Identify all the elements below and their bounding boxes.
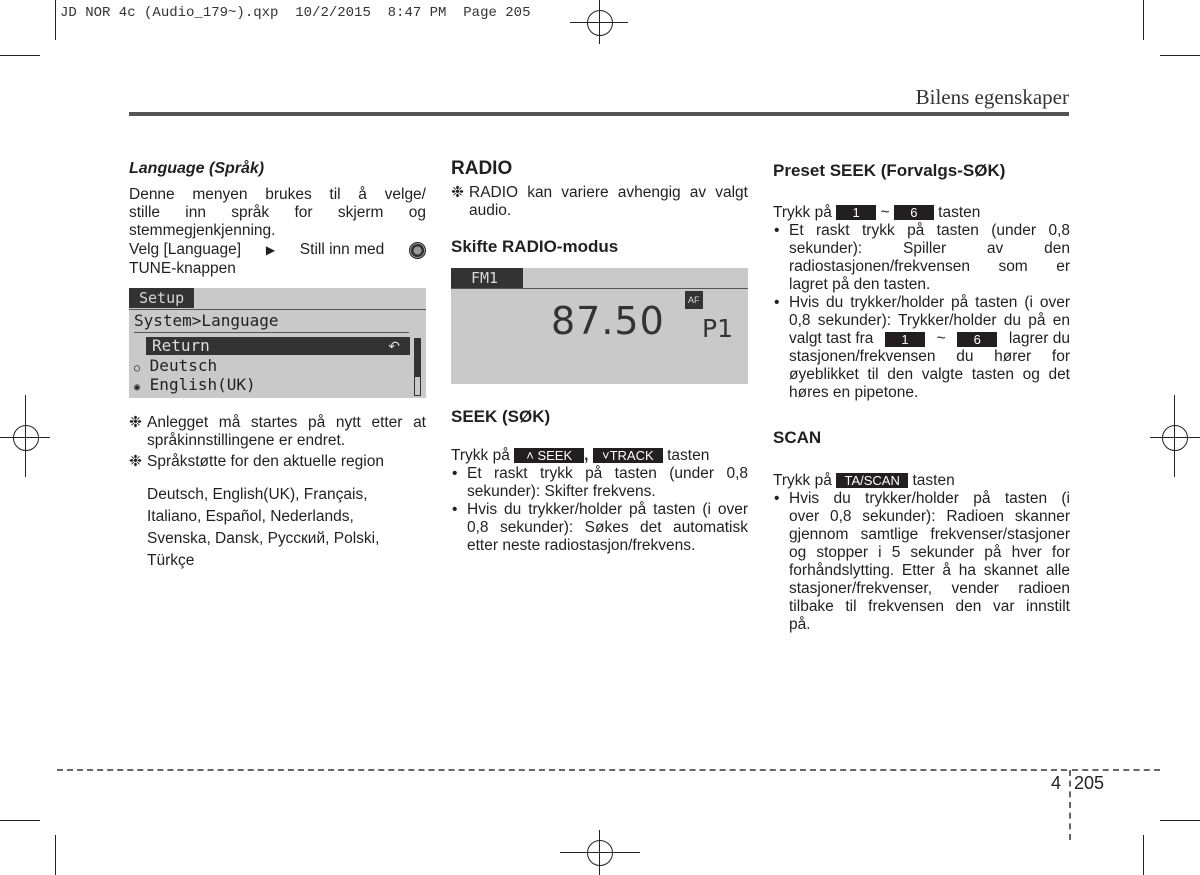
tune-knob-icon bbox=[409, 242, 426, 259]
running-head: Bilens egenskaper bbox=[915, 85, 1069, 109]
text-fragment: tasten bbox=[938, 204, 981, 221]
frequency-display: 87.50 bbox=[551, 299, 665, 343]
return-icon: ↶ bbox=[388, 338, 400, 354]
column-radio bbox=[451, 160, 748, 555]
text-line: Deutsch, English(UK), Français, bbox=[147, 486, 368, 503]
language-list bbox=[129, 484, 426, 572]
bullet-item: • Et raskt trykk på tasten (under 0,8 sekunder): Spiller av den radiostasjonen/frekvensen som er lagret på den tasten. bbox=[774, 222, 1070, 293]
note bbox=[451, 184, 748, 220]
text-fragment: tasten bbox=[912, 472, 955, 489]
footer-rule-right bbox=[1072, 769, 1160, 771]
instruction-line bbox=[129, 240, 426, 260]
arrow-right-icon: ▶ bbox=[265, 243, 276, 257]
seek-key bbox=[514, 448, 584, 463]
text-line: stille inn språk for skjerm og bbox=[129, 204, 426, 221]
text-line: høres en pipetone. bbox=[789, 384, 919, 401]
text-line: stemmegjenkjenning. bbox=[129, 222, 276, 239]
page-number: 205 bbox=[1074, 773, 1105, 793]
menu-item-return bbox=[146, 337, 410, 355]
text-line: og stopper i 5 sekunder på hver for bbox=[789, 544, 1070, 561]
footer-rule-left bbox=[57, 769, 1067, 771]
menu-item-label: English(UK) bbox=[149, 375, 256, 394]
key-label: TRACK bbox=[609, 448, 654, 464]
screen-path: System>Language bbox=[134, 311, 279, 330]
text-line: 0,8 sekunder): Trykker/holder du på en bbox=[789, 312, 1070, 329]
scrollbar bbox=[414, 338, 421, 396]
text-line: 0,8 sekunder): Søkes det automatisk bbox=[467, 519, 748, 536]
text-line: Italiano, Español, Nederlands, bbox=[147, 508, 354, 525]
text-fragment: ~ bbox=[936, 330, 946, 347]
text-line: Språkstøtte for den aktuelle region bbox=[147, 453, 384, 470]
radio-selected-icon: ◉ bbox=[134, 382, 141, 393]
text-fragment: Still inn med bbox=[299, 241, 385, 258]
menu-item-label: Deutsch bbox=[149, 356, 218, 375]
chevron-up-icon: ˄ bbox=[526, 448, 534, 464]
instruction-line: Trykk på ˄ SEEK , ˅TRACK tasten bbox=[451, 447, 710, 464]
preset-key-1: 1 bbox=[885, 332, 925, 347]
instruction-line bbox=[773, 204, 1070, 222]
crop-mark bbox=[1160, 55, 1200, 56]
crop-mark bbox=[1143, 835, 1144, 875]
band-tab: FM1 bbox=[451, 268, 523, 288]
instruction-line bbox=[773, 472, 1070, 490]
text-line: lagret på den tasten. bbox=[789, 276, 931, 293]
subheading: SEEK (SØK) bbox=[451, 407, 551, 426]
key-label: SEEK bbox=[537, 448, 573, 464]
bullet-item: • Hvis du trykker/holder på tasten (i over 0,8 sekunder): Søkes det automatisk etter neste radiostasjon/frekvens. bbox=[452, 501, 748, 554]
preset-display: P1 bbox=[702, 314, 733, 343]
note bbox=[129, 453, 426, 471]
text-line: audio. bbox=[469, 202, 512, 219]
text-fragment: Trykk på bbox=[773, 204, 832, 221]
preset-key-1: 1 bbox=[836, 205, 876, 220]
crop-mark bbox=[1160, 820, 1200, 821]
text-line: Hvis du trykker/holder på tasten (i bbox=[789, 490, 1070, 507]
column-language bbox=[129, 160, 426, 572]
text-line bbox=[789, 330, 1070, 348]
crop-mark bbox=[1143, 0, 1144, 40]
text-fragment: ~ bbox=[880, 204, 890, 221]
bullet-item: • Hvis du trykker/holder på tasten (i over 0,8 sekunder): Trykker/holder du på en valgt tast fra 1 ~ 6 lagrer du stasjonen/frekvensen du hører for øyeblikket til den valgte tasten og det høres en pipetone. bbox=[774, 294, 1070, 401]
footer-divider bbox=[1069, 770, 1071, 840]
text-line: stasjoner/frekvenser, vender radioen bbox=[789, 580, 1070, 597]
radio-empty-icon: ○ bbox=[134, 363, 141, 374]
column-preset-scan bbox=[773, 160, 1070, 634]
section-heading: RADIO bbox=[451, 158, 513, 179]
text-line: stasjonen/frekvensen du hører for bbox=[789, 348, 1070, 365]
text-line: Svenska, Dansk, Русский, Polski, bbox=[147, 530, 380, 547]
crop-mark bbox=[0, 820, 40, 821]
text-line: forhåndslytting. Etter å ha skannet alle bbox=[789, 562, 1070, 579]
text-line: tilbake til frekvensen den var innstilt bbox=[789, 598, 1070, 615]
text-line: Denne menyen brukes til å velge/ bbox=[129, 186, 426, 203]
subheading: Skifte RADIO-modus bbox=[451, 237, 619, 256]
print-slug: JD NOR 4c (Audio_179~).qxp 10/2/2015 8:47 PM Page 205 bbox=[60, 5, 531, 21]
note-symbol-icon: ❉ bbox=[129, 414, 142, 431]
note-symbol-icon: ❉ bbox=[129, 453, 142, 470]
preset-key-6: 6 bbox=[957, 332, 997, 347]
header-rule bbox=[129, 112, 1069, 116]
text-line: språkinnstillingene er endret. bbox=[147, 432, 346, 449]
text-line: RADIO kan variere avhengig av valgt bbox=[469, 184, 748, 201]
crop-mark bbox=[55, 835, 56, 875]
text-line: Türkçe bbox=[147, 552, 195, 569]
text-line: på. bbox=[789, 616, 811, 633]
text-line: gjennom samtlige frekvenser/stasjoner bbox=[789, 526, 1070, 543]
text-line: sekunder): Skifter frekvens. bbox=[467, 483, 656, 500]
note-symbol-icon: ❉ bbox=[451, 184, 464, 201]
text-line: TUNE-knappen bbox=[129, 260, 236, 277]
setup-screen bbox=[129, 288, 426, 398]
chevron-down-icon: ˅ bbox=[601, 448, 610, 464]
text-fragment: Trykk på bbox=[451, 447, 510, 464]
section-heading: SCAN bbox=[773, 428, 822, 447]
chapter-number: 4 bbox=[1051, 773, 1062, 793]
text-line: over 0,8 sekunder): Radioen skanner bbox=[789, 508, 1070, 525]
text-line: Hvis du trykker/holder på tasten (i over bbox=[467, 501, 748, 518]
text-fragment: valgt tast fra bbox=[789, 330, 874, 347]
bullet-item: • Hvis du trykker/holder på tasten (i over 0,8 sekunder): Radioen skanner gjennom samtlige frekvenser/stasjoner og stopper i 5 sekunder på hver for forhåndslytting. Etter å ha skannet alle stasjoner/frekvenser, vender radioen tilbake til frekvensen den var innstilt på. bbox=[774, 490, 1070, 633]
menu-item-label: Return bbox=[152, 336, 210, 355]
text-line: sekunder): Spiller av den bbox=[789, 240, 1070, 257]
text-fragment: lagrer du bbox=[1008, 330, 1070, 347]
note bbox=[129, 414, 426, 450]
section-heading: Language (Språk) bbox=[129, 160, 265, 177]
ta-scan-key: TA/SCAN bbox=[836, 473, 908, 488]
menu-item-english bbox=[134, 376, 256, 397]
text-fragment: tasten bbox=[667, 447, 710, 464]
section-heading: Preset SEEK (Forvalgs-SØK) bbox=[773, 161, 1006, 180]
text-fragment: Trykk på bbox=[773, 472, 832, 489]
af-indicator: AF bbox=[685, 291, 703, 309]
bullet-item: • Et raskt trykk på tasten (under 0,8 sekunder): Skifter frekvens. bbox=[452, 465, 748, 500]
screen-tab: Setup bbox=[129, 288, 194, 308]
text-line: Et raskt trykk på tasten (under 0,8 bbox=[789, 222, 1070, 239]
preset-key-6: 6 bbox=[894, 205, 934, 220]
text-line: Et raskt trykk på tasten (under 0,8 bbox=[467, 465, 748, 482]
text-line: Hvis du trykker/holder på tasten (i over bbox=[789, 294, 1070, 311]
crop-mark bbox=[55, 0, 56, 40]
radio-screen bbox=[451, 268, 748, 384]
text-line: øyeblikket til den valgte tasten og det bbox=[789, 366, 1070, 383]
text-line: Anlegget må startes på nytt etter at bbox=[147, 414, 426, 431]
crop-mark bbox=[0, 55, 40, 56]
text-line: etter neste radiostasjon/frekvens. bbox=[467, 537, 696, 554]
text-fragment: Velg [Language] bbox=[129, 241, 242, 258]
track-key bbox=[593, 448, 663, 463]
text-line: radiostasjonen/frekvensen som er bbox=[789, 258, 1070, 275]
